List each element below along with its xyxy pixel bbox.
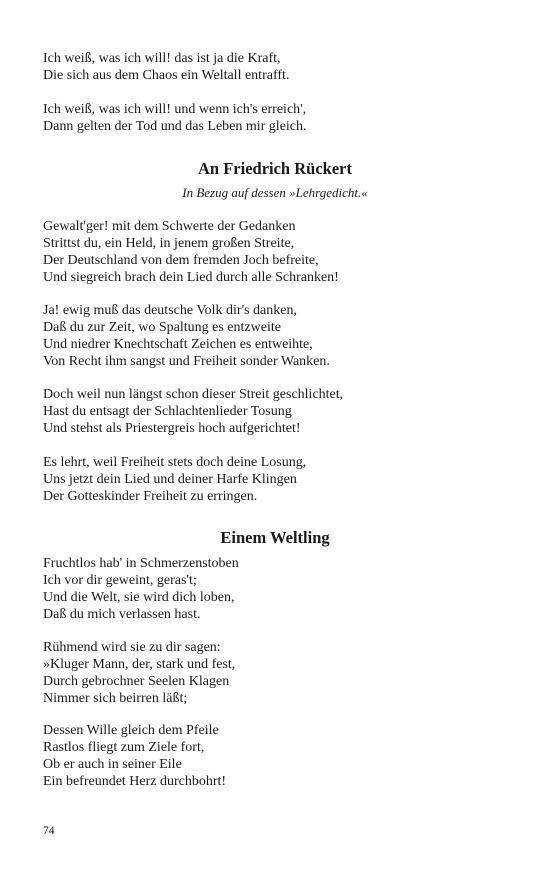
poem-line: Ich weiß, was ich will! und wenn ich's erreich', bbox=[43, 102, 307, 117]
poem-line: Rastlos fliegt zum Ziele fort, bbox=[43, 740, 205, 755]
poem-line: Rühmend wird sie zu dir sagen: bbox=[43, 640, 221, 655]
poem-line: Hast du entsagt der Schlachtenlieder Tosung bbox=[43, 404, 292, 419]
stanza-continuation-1 bbox=[43, 50, 289, 84]
poem-line: Daß du zur Zeit, wo Spaltung es entzweite bbox=[43, 320, 281, 335]
poem1-stanza-3 bbox=[43, 386, 343, 437]
poem-line: Die sich aus dem Chaos ein Weltall entrafft. bbox=[43, 68, 290, 83]
stanza-continuation-2 bbox=[43, 101, 307, 135]
poem-title: An Friedrich Rückert bbox=[198, 159, 352, 178]
poem-line: Ein befreundet Herz durchbohrt! bbox=[43, 774, 227, 789]
poem-line: Dessen Wille gleich dem Pfeile bbox=[43, 723, 219, 738]
poem-line: Von Recht ihm sangst und Freiheit sonder Wanken. bbox=[43, 354, 330, 369]
poem1-stanza-1 bbox=[43, 218, 339, 286]
poem-line: Ich vor dir geweint, geras't; bbox=[43, 573, 197, 588]
page-number: 74 bbox=[43, 825, 55, 837]
poem-line: Fruchtlos hab' in Schmerzenstoben bbox=[43, 556, 239, 571]
poem-line: Uns jetzt dein Lied und deiner Harfe Klingen bbox=[43, 472, 297, 487]
poem-title: Einem Weltling bbox=[220, 528, 330, 547]
poem-line: Strittst du, ein Held, in jenem großen Streite, bbox=[43, 236, 295, 251]
poem-line: Es lehrt, weil Freiheit stets doch deine Losung, bbox=[43, 455, 307, 470]
poem-line: Nimmer sich beirren läßt; bbox=[43, 691, 188, 706]
poem-line: Ja! ewig muß das deutsche Volk dir's danken, bbox=[43, 303, 297, 318]
poem-line: Dann gelten der Tod und das Leben mir gleich. bbox=[43, 119, 307, 134]
poem-line: Der Gotteskinder Freiheit zu erringen. bbox=[43, 489, 258, 504]
poem-line: Gewalt'ger! mit dem Schwerte der Gedanken bbox=[43, 219, 296, 234]
poem-line: Und siegreich brach dein Lied durch alle Schranken! bbox=[43, 270, 339, 285]
poem-line: Doch weil nun längst schon dieser Streit geschlichtet, bbox=[43, 387, 344, 402]
poem1-stanza-4 bbox=[43, 454, 306, 505]
poem-subtitle: In Bezug auf dessen »Lehrgedicht.« bbox=[182, 185, 368, 200]
poem-line: Durch gebrochner Seelen Klagen bbox=[43, 674, 230, 689]
poem-line: Und die Welt, sie wird dich loben, bbox=[43, 590, 235, 605]
poem-line: Und niedrer Knechtschaft Zeichen es entweihte, bbox=[43, 337, 313, 352]
poem2-stanza-3 bbox=[43, 722, 226, 790]
poem-line: Und stehst als Priestergreis hoch aufgerichtet! bbox=[43, 421, 301, 436]
poem-line: Ob er auch in seiner Eile bbox=[43, 757, 182, 772]
poem2-stanza-1 bbox=[43, 555, 239, 623]
poem2-stanza-2 bbox=[43, 639, 235, 707]
poem-line: Der Deutschland von dem fremden Joch befreite, bbox=[43, 253, 319, 268]
poem-line: Ich weiß, was ich will! das ist ja die Kraft, bbox=[43, 51, 281, 66]
poem1-stanza-2 bbox=[43, 302, 330, 370]
poem-line: Daß du mich verlassen hast. bbox=[43, 607, 201, 622]
poem-line: »Kluger Mann, der, stark und fest, bbox=[43, 657, 236, 672]
